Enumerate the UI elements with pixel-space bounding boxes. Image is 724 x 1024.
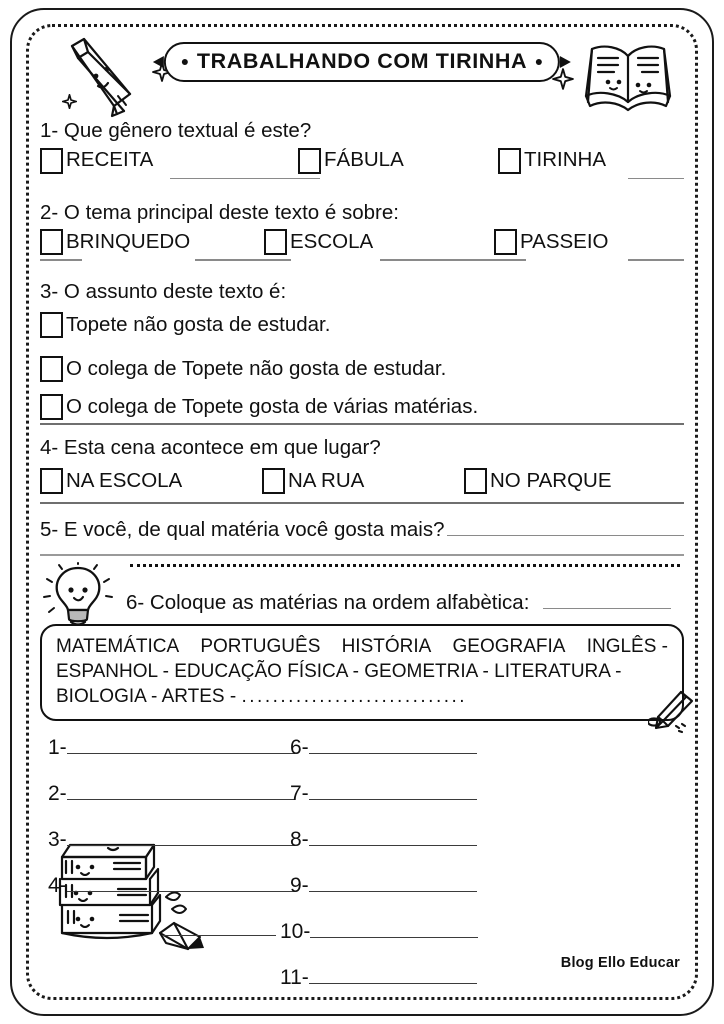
option-label: BRINQUEDO [66, 230, 191, 253]
subjects-line-2: ESPANHOL - EDUCAÇÃO FÍSICA - GEOMETRIA - LITERATURA - [56, 660, 622, 682]
checkbox-brinquedo[interactable] [40, 229, 63, 255]
banner-arrow-left-icon [153, 56, 164, 68]
answer-number: 7- [290, 782, 309, 806]
option-passeio[interactable] [494, 229, 609, 255]
question-3 [40, 279, 684, 424]
question-2-prompt: 2- O tema principal deste texto é sobre: [40, 200, 399, 224]
question-4-prompt: 4- Esta cena acontece em que lugar? [40, 435, 381, 459]
sparkle-icon [62, 94, 77, 114]
answer-input[interactable] [310, 923, 478, 938]
subject-ingles: INGLÊS - [586, 635, 668, 657]
answer-line-4[interactable] [48, 875, 295, 896]
question-1 [40, 118, 684, 184]
question-5-answer-input[interactable] [447, 517, 684, 536]
answer-input[interactable] [309, 969, 477, 984]
answer-line-6[interactable] [290, 737, 477, 758]
question-6-prompt: 6- Coloque as matérias na ordem alfabètica: [126, 590, 530, 614]
answer-line-10[interactable] [280, 921, 478, 942]
checkbox-passeio[interactable] [494, 229, 517, 255]
answer-number: 1- [48, 736, 67, 760]
subjects-line-3-dots[interactable]: ............................. [241, 686, 468, 708]
answer-number: 3- [48, 828, 67, 852]
question-4-separator [40, 502, 684, 504]
subjects-line-3 [56, 684, 668, 709]
option-label: NO PARQUE [490, 469, 612, 493]
option-label: NA ESCOLA [66, 469, 183, 493]
answer-input[interactable] [67, 785, 295, 800]
answer-input[interactable] [67, 739, 295, 754]
checkbox-topete-nao-gosta[interactable] [40, 312, 63, 338]
option-na-escola[interactable] [40, 468, 262, 494]
question-5 [40, 517, 684, 555]
option-label: PASSEIO [520, 230, 609, 253]
worksheet-content [40, 34, 684, 994]
answer-number: 8- [290, 828, 309, 852]
stacked-books-icon [48, 835, 208, 968]
option-label: RECEITA [66, 148, 154, 172]
answer-number: 9- [290, 874, 309, 898]
answer-line-5[interactable] [162, 921, 276, 936]
answer-rule-segment [628, 259, 684, 261]
answer-number: 4- [48, 874, 67, 898]
subjects-word-bank [40, 624, 684, 722]
checkbox-tirinha[interactable] [498, 148, 521, 174]
question-6-answer-input[interactable] [543, 590, 671, 609]
checkbox-fabula[interactable] [298, 148, 321, 174]
question-3-prompt: 3- O assunto deste texto é: [40, 280, 287, 304]
checkbox-colega-nao-gosta[interactable] [40, 356, 63, 382]
answer-number: 6- [290, 736, 309, 760]
answer-rule-segment [195, 259, 291, 261]
option-label: NA RUA [288, 469, 365, 493]
option-label: O colega de Topete gosta de várias matérias. [66, 394, 479, 418]
question-5-prompt: 5- E você, de qual matéria você gosta mais? [40, 518, 445, 542]
option-topete-nao-gosta[interactable] [40, 312, 684, 338]
answer-number: 10- [280, 920, 311, 944]
question-4-options [40, 468, 684, 494]
question-5-separator [40, 554, 684, 556]
question-2 [40, 200, 684, 266]
answer-input[interactable] [309, 785, 477, 800]
option-na-rua[interactable] [262, 468, 464, 494]
answer-line-11[interactable] [280, 967, 477, 988]
question-3-separator [40, 423, 684, 425]
option-escola[interactable] [264, 229, 494, 255]
question-6-dotted-rule [130, 564, 680, 567]
answer-input[interactable] [162, 921, 276, 936]
option-brinquedo[interactable] [40, 229, 264, 255]
subject-portugues: PORTUGUÊS [200, 635, 321, 657]
checkbox-receita[interactable] [40, 148, 63, 174]
question-2-answer-rules [40, 255, 684, 265]
option-colega-nao-gosta[interactable] [40, 356, 684, 382]
option-tirinha[interactable] [498, 148, 606, 174]
option-colega-gosta-varias[interactable] [40, 394, 684, 420]
worksheet-header [40, 34, 684, 116]
answer-line-1[interactable] [48, 737, 295, 758]
question-4 [40, 435, 684, 504]
answer-line-2[interactable] [48, 783, 295, 804]
answer-input[interactable] [67, 877, 295, 892]
option-no-parque[interactable] [464, 468, 612, 494]
answer-input[interactable] [309, 877, 477, 892]
checkbox-na-rua[interactable] [262, 468, 285, 494]
banner-arrow-right-icon [560, 56, 571, 68]
answer-number: 11- [280, 966, 309, 990]
answer-line-7[interactable] [290, 783, 477, 804]
question-6 [40, 562, 684, 624]
option-label: ESCOLA [290, 230, 374, 253]
answer-rule-segment [380, 259, 526, 261]
option-label: Topete não gosta de estudar. [66, 312, 331, 336]
subject-geografia: GEOGRAFIA [452, 635, 566, 657]
option-label: TIRINHA [524, 148, 606, 172]
alphabetical-order-answers [40, 731, 684, 990]
subjects-line-1 [56, 634, 668, 659]
answer-line-3[interactable] [48, 829, 295, 850]
option-receita[interactable] [40, 148, 298, 174]
option-label: O colega de Topete não gosta de estudar. [66, 356, 447, 380]
answer-input[interactable] [309, 739, 477, 754]
answer-rule-segment [40, 259, 82, 261]
footer-credit: Blog Ello Educar [560, 955, 680, 972]
question-1-options [40, 148, 684, 174]
subjects-line-3-prefix: BIOLOGIA - ARTES - [56, 686, 242, 708]
checkbox-colega-gosta-varias[interactable] [40, 394, 63, 420]
question-5-row [40, 517, 684, 543]
lightbulb-icon [40, 562, 118, 629]
answer-input[interactable] [309, 831, 477, 846]
answer-number: 2- [48, 782, 67, 806]
question-6-row [126, 590, 684, 616]
worksheet-title-banner [164, 42, 560, 82]
question-2-options [40, 229, 684, 255]
answer-line-8[interactable] [290, 829, 477, 850]
banner-dot-icon [182, 59, 188, 65]
checkbox-no-parque[interactable] [464, 468, 487, 494]
answer-line-9[interactable] [290, 875, 477, 896]
answer-rule-segment [170, 178, 320, 180]
worksheet-page [10, 8, 714, 1016]
subject-historia: HISTÓRIA [341, 635, 432, 657]
checkbox-escola[interactable] [264, 229, 287, 255]
question-3-options [40, 312, 684, 420]
answer-input[interactable] [67, 831, 295, 846]
question-1-prompt: 1- Que gênero textual é este? [40, 119, 312, 142]
option-fabula[interactable] [298, 148, 498, 174]
banner-dot-icon [536, 59, 542, 65]
open-book-icon [580, 36, 676, 121]
page-title: TRABALHANDO COM TIRINHA [196, 49, 528, 74]
subject-matematica: MATEMÁTICA [56, 635, 180, 657]
answer-rule-segment [628, 178, 684, 180]
checkbox-na-escola[interactable] [40, 468, 63, 494]
option-label: FÁBULA [324, 148, 404, 172]
question-1-answer-rules [40, 174, 684, 184]
